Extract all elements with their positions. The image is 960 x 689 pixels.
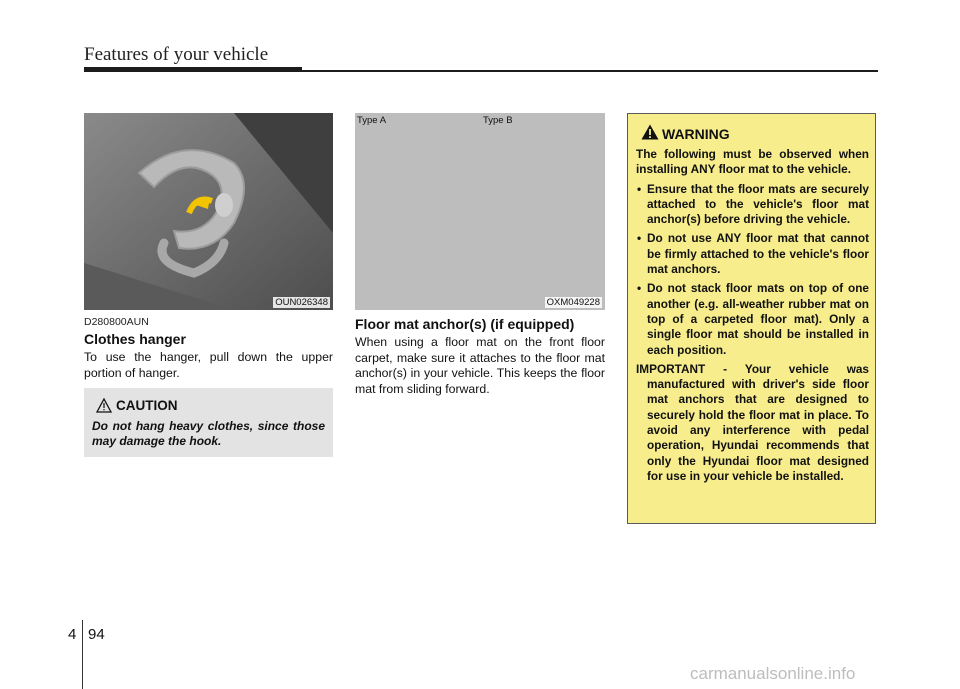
clothes-hanger-heading: Clothes hanger	[84, 331, 186, 347]
section-code: D280800AUN	[84, 316, 149, 328]
warning-list	[636, 182, 869, 358]
floor-mat-body: When using a floor mat on the front floor carpet, make sure it attaches to the floor mat anchor(s) in your vehicle. This keeps the floor mat from sliding forward.	[355, 335, 605, 396]
watermark: carmanualsonline.info	[690, 664, 856, 683]
warning-box	[627, 113, 876, 524]
caution-box	[84, 388, 333, 457]
chapter-number: 4	[68, 626, 77, 643]
clothes-hanger-photo	[84, 113, 333, 310]
clothes-hanger-body: To use the hanger, pull down the upper portion of hanger.	[84, 350, 333, 380]
warning-item: • Do not stack floor mats on top of one another (e.g. all-weather rubber mat on top of a carpeted floor mat). Only a single floor mat should be installed in each position.	[636, 281, 869, 357]
caution-title: CAUTION	[116, 398, 178, 413]
warning-item: • Do not use ANY floor mat that cannot be firmly attached to the vehicle's floor mat anchors.	[636, 231, 869, 277]
figure-code: OXM049228	[546, 297, 600, 308]
warning-item: • Ensure that the floor mats are securely attached to the vehicle's floor mat anchor(s) before driving the vehicle.	[636, 182, 869, 228]
floor-mat-anchor-photo	[355, 113, 605, 310]
caution-triangle-icon	[96, 398, 112, 413]
clothes-hanger-illustration	[84, 113, 333, 310]
footer-rule	[82, 620, 83, 689]
page-number: 94	[88, 626, 105, 643]
header-rule-thin	[302, 70, 878, 72]
warning-text	[636, 147, 869, 484]
warning-important: IMPORTANT - Your vehicle was manufactured with driver's side floor mat anchors that are designed to securely hold the floor mat in place. To avoid any interference with pedal operation, Hyundai recommends that only the Hyundai floor mat designed for use in your vehicle be installed.	[636, 361, 869, 483]
warning-triangle-icon	[641, 124, 659, 140]
floor-mat-heading: Floor mat anchor(s) (if equipped)	[355, 316, 575, 332]
type-b-label: Type B	[483, 115, 513, 126]
caution-text: Do not hang heavy clothes, since those may damage the hook.	[92, 419, 325, 448]
warning-intro: The following must be observed when installing ANY floor mat to the vehicle.	[636, 147, 869, 177]
type-a-label: Type A	[357, 115, 387, 126]
header-rule-thick	[84, 67, 302, 72]
figure-code: OUN026348	[275, 297, 328, 308]
warning-title: WARNING	[662, 126, 730, 142]
page-header-title: Features of your vehicle	[84, 44, 269, 65]
